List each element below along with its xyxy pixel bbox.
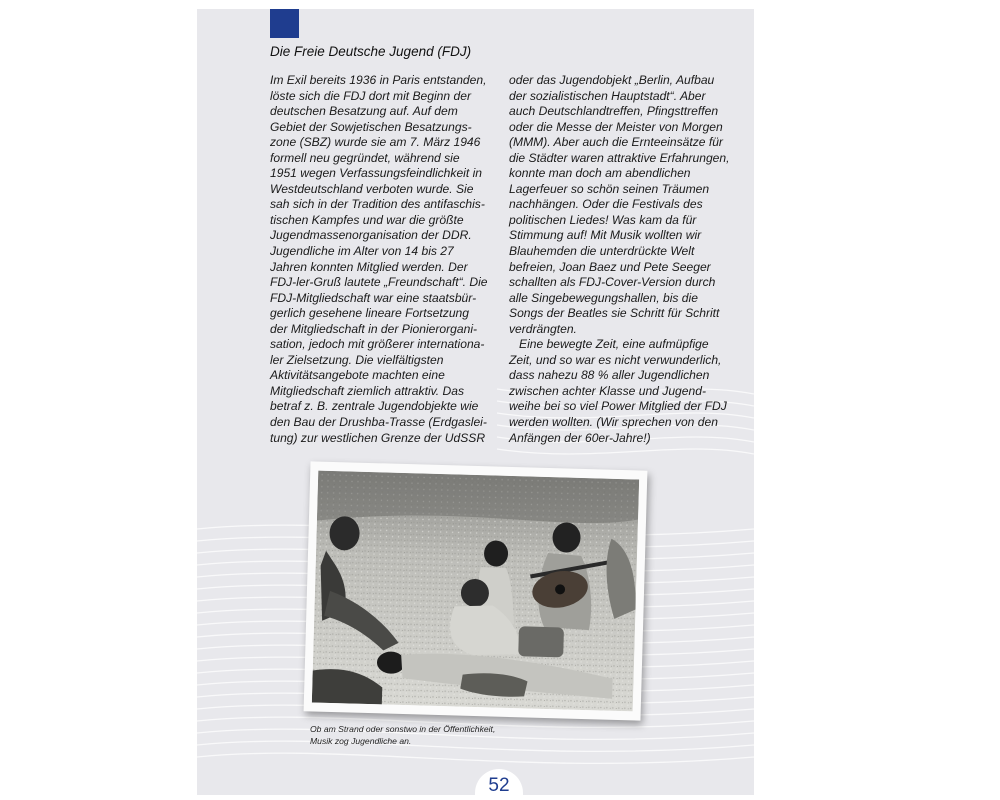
- text-line: FDJ-Mitgliedschaft war eine staatsbür-: [270, 290, 477, 305]
- text-line: Westdeutschland verboten wurde. Sie: [270, 181, 474, 196]
- text-line: löste sich die FDJ dort mit Beginn der: [270, 88, 471, 103]
- text-line: Anfängen der 60er-Jahre!): [509, 430, 651, 445]
- text-line: Aktivitätsangebote machten eine: [270, 368, 445, 383]
- document-page: [197, 9, 754, 795]
- text-line: deutschen Besatzung auf. Auf dem: [270, 104, 458, 119]
- text-line: oder die Messe der Meister von Morgen: [509, 119, 723, 134]
- text-line: konnte man doch am abendlichen: [509, 166, 691, 181]
- text-line: zwischen achter Klasse und Jugend-: [509, 383, 706, 398]
- section-heading: Die Freie Deutsche Jugend (FDJ): [270, 44, 472, 59]
- photo-frame: [304, 461, 648, 720]
- caption-line: Ob am Strand oder sonstwo in der Öffentlichkeit,: [310, 724, 496, 734]
- text-line: ler Zielsetzung. Die vielfältigsten: [270, 352, 444, 367]
- text-line: 1951 wegen Verfassungsfeindlichkeit in: [270, 166, 483, 181]
- text-line: zone (SBZ) wurde sie am 7. März 1946: [270, 135, 481, 150]
- text-line: Zeit, und so war es nicht verwunderlich,: [509, 352, 722, 367]
- text-line: Gebiet der Sowjetischen Besatzungs-: [270, 119, 472, 134]
- text-line: Blauhemden die unterdrückte Welt: [509, 244, 695, 259]
- text-line: (MMM). Aber auch die Ernteeinsätze für: [509, 135, 723, 150]
- text-line: Jugendmassenorganisation der DDR.: [270, 228, 472, 243]
- text-line: werden wollten. (Wir sprechen von den: [509, 415, 718, 430]
- text-line: Songs der Beatles sie Schritt für Schritt: [509, 306, 720, 321]
- text-line: gerlich gesehene lineare Fortsetzung: [270, 306, 469, 321]
- caption-line: Musik zog Jugendliche an.: [310, 735, 412, 746]
- text-column-right: [509, 73, 730, 446]
- text-line: nachhängen. Oder die Festivals des: [509, 197, 703, 212]
- text-line: Stimmung auf! Mit Musik wollten wir: [509, 228, 702, 243]
- text-line: sah sich in der Tradition des antifaschis-: [270, 197, 485, 212]
- text-line: oder das Jugendobjekt „Berlin, Aufbau: [509, 73, 715, 87]
- text-line: der sozialistischen Hauptstadt“. Aber: [509, 88, 706, 103]
- text-line: schallten als FDJ-Cover-Version durch: [509, 275, 716, 290]
- text-line: tung) zur westlichen Grenze der UdSSR: [270, 430, 486, 445]
- text-line: Im Exil bereits 1936 in Paris entstanden,: [270, 73, 487, 87]
- text-line: dass nahezu 88 % aller Jugendlichen: [509, 368, 710, 383]
- accent-square: [270, 9, 299, 38]
- text-line: den Bau der Drushba-Trasse (Erdgaslei-: [270, 415, 487, 430]
- text-column-left: [270, 73, 488, 446]
- text-line: alle Singebewegungshallen, bis die: [509, 290, 698, 305]
- photo-caption: [310, 724, 570, 747]
- text-line: verdrängten.: [509, 321, 577, 336]
- text-line: Lagerfeuer so schön seinen Träumen: [509, 181, 710, 196]
- text-line: betraf z. B. zentrale Jugendobjekte wie: [270, 399, 479, 414]
- text-line: FDJ-ler-Gruß lautete „Freundschaft“. Die: [270, 275, 488, 290]
- text-line: Jahren konnten Mitglied werden. Der: [270, 259, 468, 274]
- beach-photo: [312, 471, 639, 712]
- text-line: formell neu gegründet, während sie: [270, 150, 460, 165]
- text-line: der Mitgliedschaft in der Pionierorgani-: [270, 321, 478, 336]
- text-line: die Städter waren attraktive Erfahrungen,: [509, 150, 730, 165]
- text-line: politischen Liedes! Was kam da für: [509, 212, 697, 227]
- text-line: weihe bei so viel Power Mitglied der FDJ: [509, 399, 727, 414]
- text-line: tischen Kampfes und war die größte: [270, 212, 464, 227]
- page-number: 52: [488, 775, 510, 795]
- text-line: auch Deutschlandtreffen, Pfingsttreffen: [509, 104, 719, 119]
- text-line: sation, jedoch mit größerer internationa-: [270, 337, 485, 352]
- text-line: Mitgliedschaft ziemlich attraktiv. Das: [270, 383, 465, 398]
- text-line: Jugendliche im Alter von 14 bis 27: [270, 244, 454, 259]
- text-line: befreien, Joan Baez und Pete Seeger: [509, 259, 711, 274]
- text-line: Eine bewegte Zeit, eine aufmüpfige: [519, 337, 709, 352]
